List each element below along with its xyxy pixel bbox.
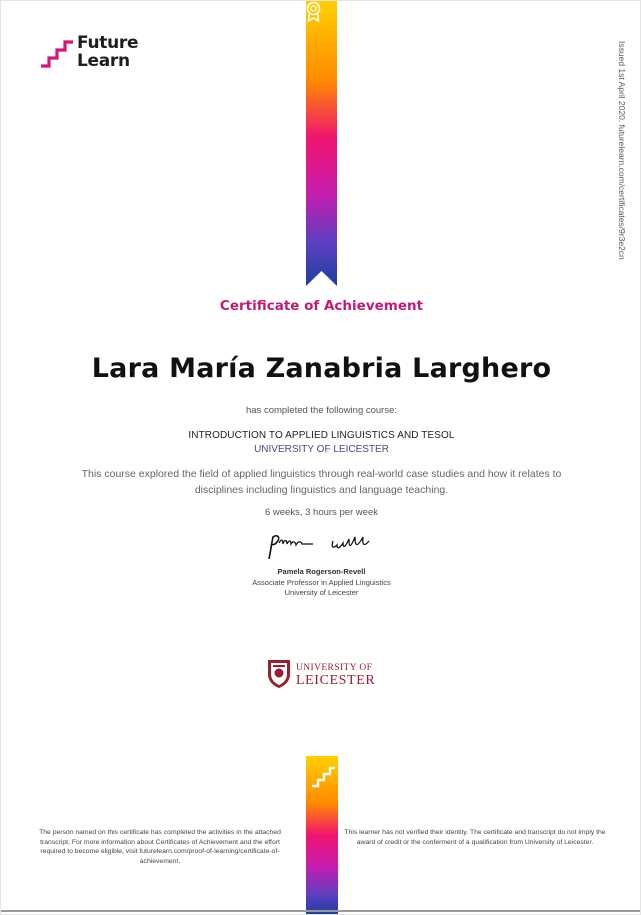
university-logo-line2: LEICESTER bbox=[296, 673, 376, 688]
footer-left-text: The person named on this certificate has completed the activities in the attached transcript. For more information about Certificates of Achievement and the effort required to become eligible, visit futurelearn.com/proof-of-learning/certificate-of-achievement. bbox=[39, 829, 281, 865]
signatory-institution: University of Leicester bbox=[284, 588, 359, 597]
course-duration: 6 weeks, 3 hours per week bbox=[264, 507, 378, 518]
learner-name: Lara María Zanabria Larghero bbox=[91, 353, 552, 384]
logo-line2: Learn bbox=[77, 51, 130, 71]
bottom-divider bbox=[1, 910, 640, 912]
issued-info bbox=[613, 41, 627, 281]
course-university: UNIVERSITY OF LEICESTER bbox=[254, 444, 389, 455]
award-badge-icon bbox=[306, 1, 321, 23]
futurelearn-logo-icon bbox=[40, 35, 74, 69]
signatory-name: Pamela Rogerson-Revell bbox=[277, 567, 366, 576]
top-ribbon bbox=[306, 1, 337, 286]
completed-text: has completed the following course: bbox=[245, 405, 398, 416]
signature-image bbox=[263, 531, 383, 563]
university-crest-icon bbox=[267, 659, 291, 689]
logo-line1: Future bbox=[77, 33, 139, 53]
footer-right-text: This learner has not verified their identity. The certificate and transcript do not imply the award of credit or the conferment of a qualification from University of Leicester. bbox=[344, 829, 606, 846]
course-description: This course explored the field of applied linguistics through real-world case studies and how it relates to disciplines including linguistics and language teaching. bbox=[81, 468, 562, 496]
issued-text: Issued 1st April 2020. futurelearn.com/certificates/9r3e2cn bbox=[617, 41, 627, 260]
university-logo bbox=[267, 659, 387, 693]
logo-text bbox=[77, 34, 138, 70]
course-title: INTRODUCTION TO APPLIED LINGUISTICS AND TESOL bbox=[188, 430, 455, 441]
bottom-ribbon bbox=[306, 756, 338, 914]
signatory-role: Associate Professor in Applied Linguistics bbox=[252, 578, 391, 587]
futurelearn-logo bbox=[40, 33, 150, 73]
university-logo-line1: UNIVERSITY OF bbox=[296, 663, 373, 673]
certificate-title: Certificate of Achievement bbox=[219, 298, 424, 314]
